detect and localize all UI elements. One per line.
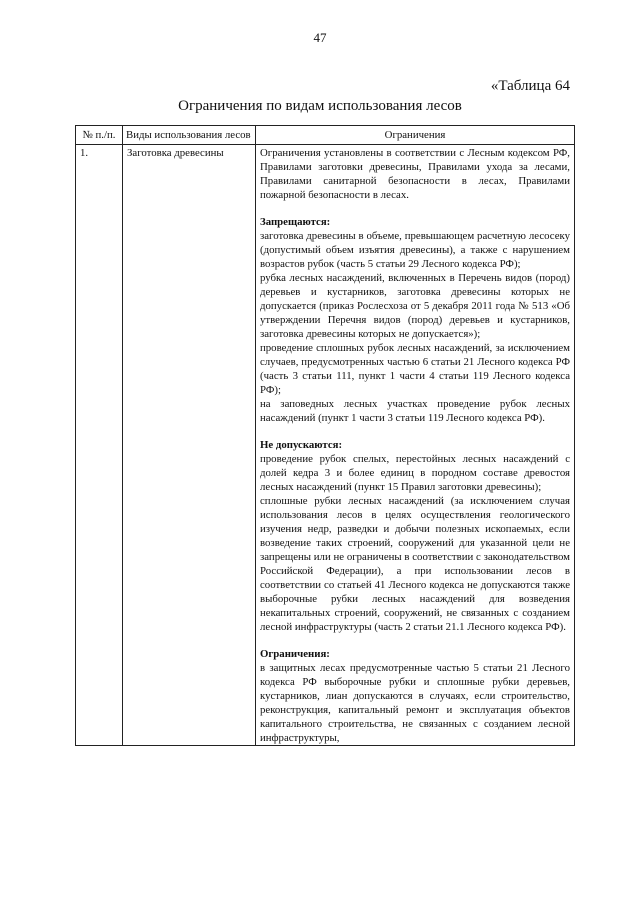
row-kind: Заготовка древесины [123, 145, 256, 746]
list-item: проведение рубок спелых, перестойных лесных насаждений с долей кедра 3 и более единиц в породном составе древостоя лесных насаждений (пункт 15 Правил заготовки древесины); [260, 453, 570, 493]
page-number: 47 [313, 30, 327, 45]
header-limits: Ограничения [256, 126, 575, 145]
list-item: проведение сплошных рубок лесных насаждений, за исключением случаев, предусмотренных частью 6 статьи 21 Лесного кодекса РФ (часть 3 статьи 111, пункт 1 части 4 статьи 119 Лесного кодекса РФ); [260, 342, 570, 396]
row-number: 1. [76, 145, 123, 746]
section-heading-restrictions: Ограничения: [260, 648, 330, 660]
header-kind: Виды использования лесов [123, 126, 256, 145]
limits-intro: Ограничения установлены в соответствии с Лесным кодексом РФ, Правилами заготовки древесины, Правилами ухода за лесами, Правилами санитарной безопасности в лесах, Правилами пожарной безопасности в лесах. [260, 147, 570, 201]
list-item: на заповедных лесных участках проведение рубок лесных насаждений (пункт 1 части 3 статьи 119 Лесного кодекса РФ). [260, 398, 570, 424]
list-item: рубка лесных насаждений, включенных в Перечень видов (пород) деревьев и кустарников, заготовка древесины которых не допускается (приказ Рослесхоза от 5 декабря 2011 года № 513 «Об утверждении Перечня видов (пород) деревьев и кустарников, заготовка древесины которых не допускается»); [260, 272, 570, 340]
row-limits [256, 145, 575, 746]
list-item: сплошные рубки лесных насаждений (за исключением случая использования лесов в целях осуществления геологического изучения недр, разведки и добычи полезных ископаемых, если возведение таких строений, сооружений для указанной цели не запрещены или не ограничены в соответствии с законодательством Российской Федерации), а при использовании лесов в соответствии со статьей 41 Лесного кодекса не допускаются также выборочные рубки лесных насаждений для возведения некапитальных строений, сооружений, не связанных с созданием лесной инфраструктуры (часть 2 статьи 21.1 Лесного кодекса РФ). [260, 495, 570, 633]
section-heading-not-allowed: Не допускаются: [260, 439, 343, 451]
restrictions-table [75, 125, 575, 746]
section-heading-prohibited: Запрещаются: [260, 216, 331, 228]
table-row [76, 145, 575, 746]
header-number: № п./п. [76, 126, 123, 145]
list-item: заготовка древесины в объеме, превышающем расчетную лесосеку (допустимый объем изъятия древесины), а также с нарушением возрастов рубок (часть 5 статьи 29 Лесного кодекса РФ); [260, 230, 570, 270]
list-item: в защитных лесах предусмотренные частью 5 статьи 21 Лесного кодекса РФ выборочные рубки и сплошные рубки деревьев, кустарников, лиан допускаются в случаях, если строительство, реконструкция, капитальный ремонт и эксплуатация объектов капитального строительства, не связанных с созданием лесной инфраструктуры, [260, 662, 570, 744]
table-label: «Таблица 64 [490, 78, 570, 94]
document-title: Ограничения по видам использования лесов [178, 98, 462, 114]
table-header-row [76, 126, 575, 145]
